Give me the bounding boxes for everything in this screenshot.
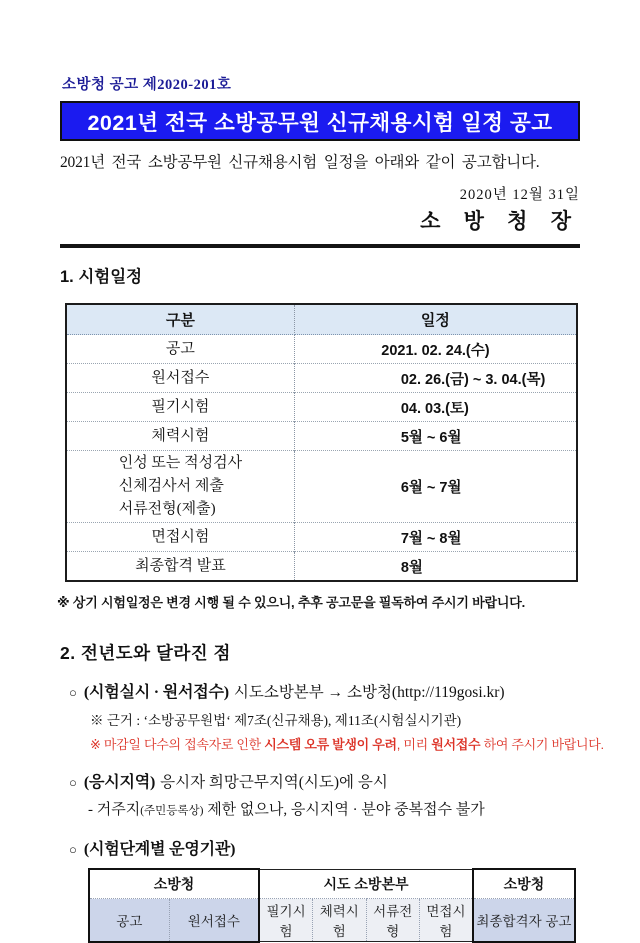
schedule-category-text: 원서접수	[151, 369, 210, 386]
schedule-category-cell	[66, 364, 294, 393]
agency-stage-cell: 공고	[89, 899, 169, 942]
schedule-category-text: 인성 또는 적성검사 신체검사서 제출 서류전형(제출)	[118, 455, 243, 517]
title-banner	[60, 101, 580, 141]
schedule-category-cell	[66, 523, 294, 552]
sub-residence-rule	[88, 798, 580, 819]
schedule-header-category: 구분	[66, 304, 294, 335]
signer-title: 소 방 청 장	[420, 209, 580, 233]
schedule-category-text: 공고	[165, 340, 195, 357]
agency-stage-cell: 원서접수	[169, 899, 259, 942]
schedule-category-cell	[66, 552, 294, 582]
text-segment: 제한 없으나, 응시지역 · 분야 중복접수 불가	[203, 802, 485, 818]
schedule-category-text: 면접시험	[151, 528, 210, 545]
schedule-date-cell: 7월 ~ 8월	[294, 523, 577, 552]
agency-stage-row	[89, 899, 575, 942]
sub-warning	[90, 734, 604, 753]
text-segment: 하여 주시기 바랍니다.	[480, 737, 604, 752]
agency-stage-cell: 면접시험	[419, 899, 472, 942]
bullet-exam-application	[69, 679, 580, 702]
bullet-title: (시험실시 · 원서접수)	[83, 684, 229, 701]
text-segment: 시스템 오류 발생이 우려	[264, 737, 397, 752]
agency-stage-cell: 체력시험	[313, 899, 366, 942]
text-segment: ※ 마감일 다수의 접속자로 인한	[90, 737, 265, 752]
schedule-category-text: 체력시험	[151, 427, 210, 444]
bullet-operating-agency	[69, 836, 580, 859]
schedule-row	[66, 552, 577, 582]
schedule-category-cell	[66, 422, 294, 451]
section1-heading: 1. 시험일정	[60, 268, 143, 286]
schedule-date-cell: 5월 ~ 6월	[294, 422, 577, 451]
schedule-note: ※ 상기 시험일정은 변경 시행 될 수 있으니, 추후 공고문을 필독하여 주시기 바랍니다.	[57, 595, 526, 610]
bullet-title: (응시지역)	[83, 774, 156, 791]
schedule-date-cell: 04. 03.(토)	[294, 393, 577, 422]
schedule-date-cell: 6월 ~ 7월	[294, 451, 577, 523]
bullet-text: 응시자 희망근무지역(시도)에 응시	[160, 774, 388, 791]
text-segment: , 미리	[396, 737, 432, 752]
agency-stage-cell: 서류전형	[366, 899, 419, 942]
bullet-application-region	[69, 769, 580, 792]
schedule-table	[65, 303, 578, 582]
notice-number: 소방청 공고 제2020-201호	[62, 77, 232, 93]
schedule-date-cell: 8월	[294, 552, 577, 582]
agency-header-row	[89, 869, 575, 899]
agency-stage-cell: 최종합격자 공고	[473, 899, 575, 942]
sub-legal-basis: ※ 근거 : ‘소방공무원법‘ 제7조(신규채용), 제11조(시험실시기관)	[90, 713, 462, 728]
agency-stage-cell: 필기시험	[259, 899, 312, 942]
schedule-header-date: 일정	[294, 304, 577, 335]
agency-group-header: 시도 소방본부	[259, 869, 473, 899]
schedule-row	[66, 364, 577, 393]
schedule-header-row	[66, 304, 577, 335]
bullet-title: (시험단계별 운영기관)	[83, 841, 236, 858]
intro-text: 2021년 전국 소방공무원 신규채용시험 일정을 아래와 같이 공고합니다.	[60, 154, 540, 171]
announcement-date: 2020년 12월 31일	[459, 187, 580, 203]
section2-heading: 2. 전년도와 달라진 점	[60, 643, 231, 663]
text-segment: - 거주지	[88, 802, 141, 818]
text-segment: 원서접수	[431, 737, 481, 752]
schedule-row	[66, 335, 577, 364]
schedule-row	[66, 422, 577, 451]
schedule-date-cell: 2021. 02. 24.(수)	[294, 335, 577, 364]
schedule-category-text: 최종합격 발표	[135, 557, 226, 574]
agency-stage-table	[88, 868, 576, 943]
schedule-row	[66, 523, 577, 552]
schedule-category-cell	[66, 451, 294, 523]
text-segment: (주민등록상)	[140, 805, 204, 817]
schedule-date-cell: 02. 26.(금) ~ 3. 04.(목)	[294, 364, 577, 393]
bullet-circle-icon: ○	[69, 842, 77, 857]
schedule-category-cell	[66, 393, 294, 422]
agency-group-header: 소방청	[473, 869, 575, 899]
agency-group-header: 소방청	[89, 869, 259, 899]
schedule-row	[66, 451, 577, 523]
schedule-row	[66, 393, 577, 422]
schedule-category-cell	[66, 335, 294, 364]
bullet-text: 시도소방본부 → 소방청(http://119gosi.kr)	[233, 684, 505, 701]
bullet-circle-icon: ○	[69, 775, 77, 790]
divider-rule	[60, 244, 580, 248]
schedule-category-text: 필기시험	[151, 398, 210, 415]
bullet-circle-icon: ○	[69, 685, 77, 700]
page-title: 2021년 전국 소방공무원 신규채용시험 일정 공고	[87, 110, 553, 135]
